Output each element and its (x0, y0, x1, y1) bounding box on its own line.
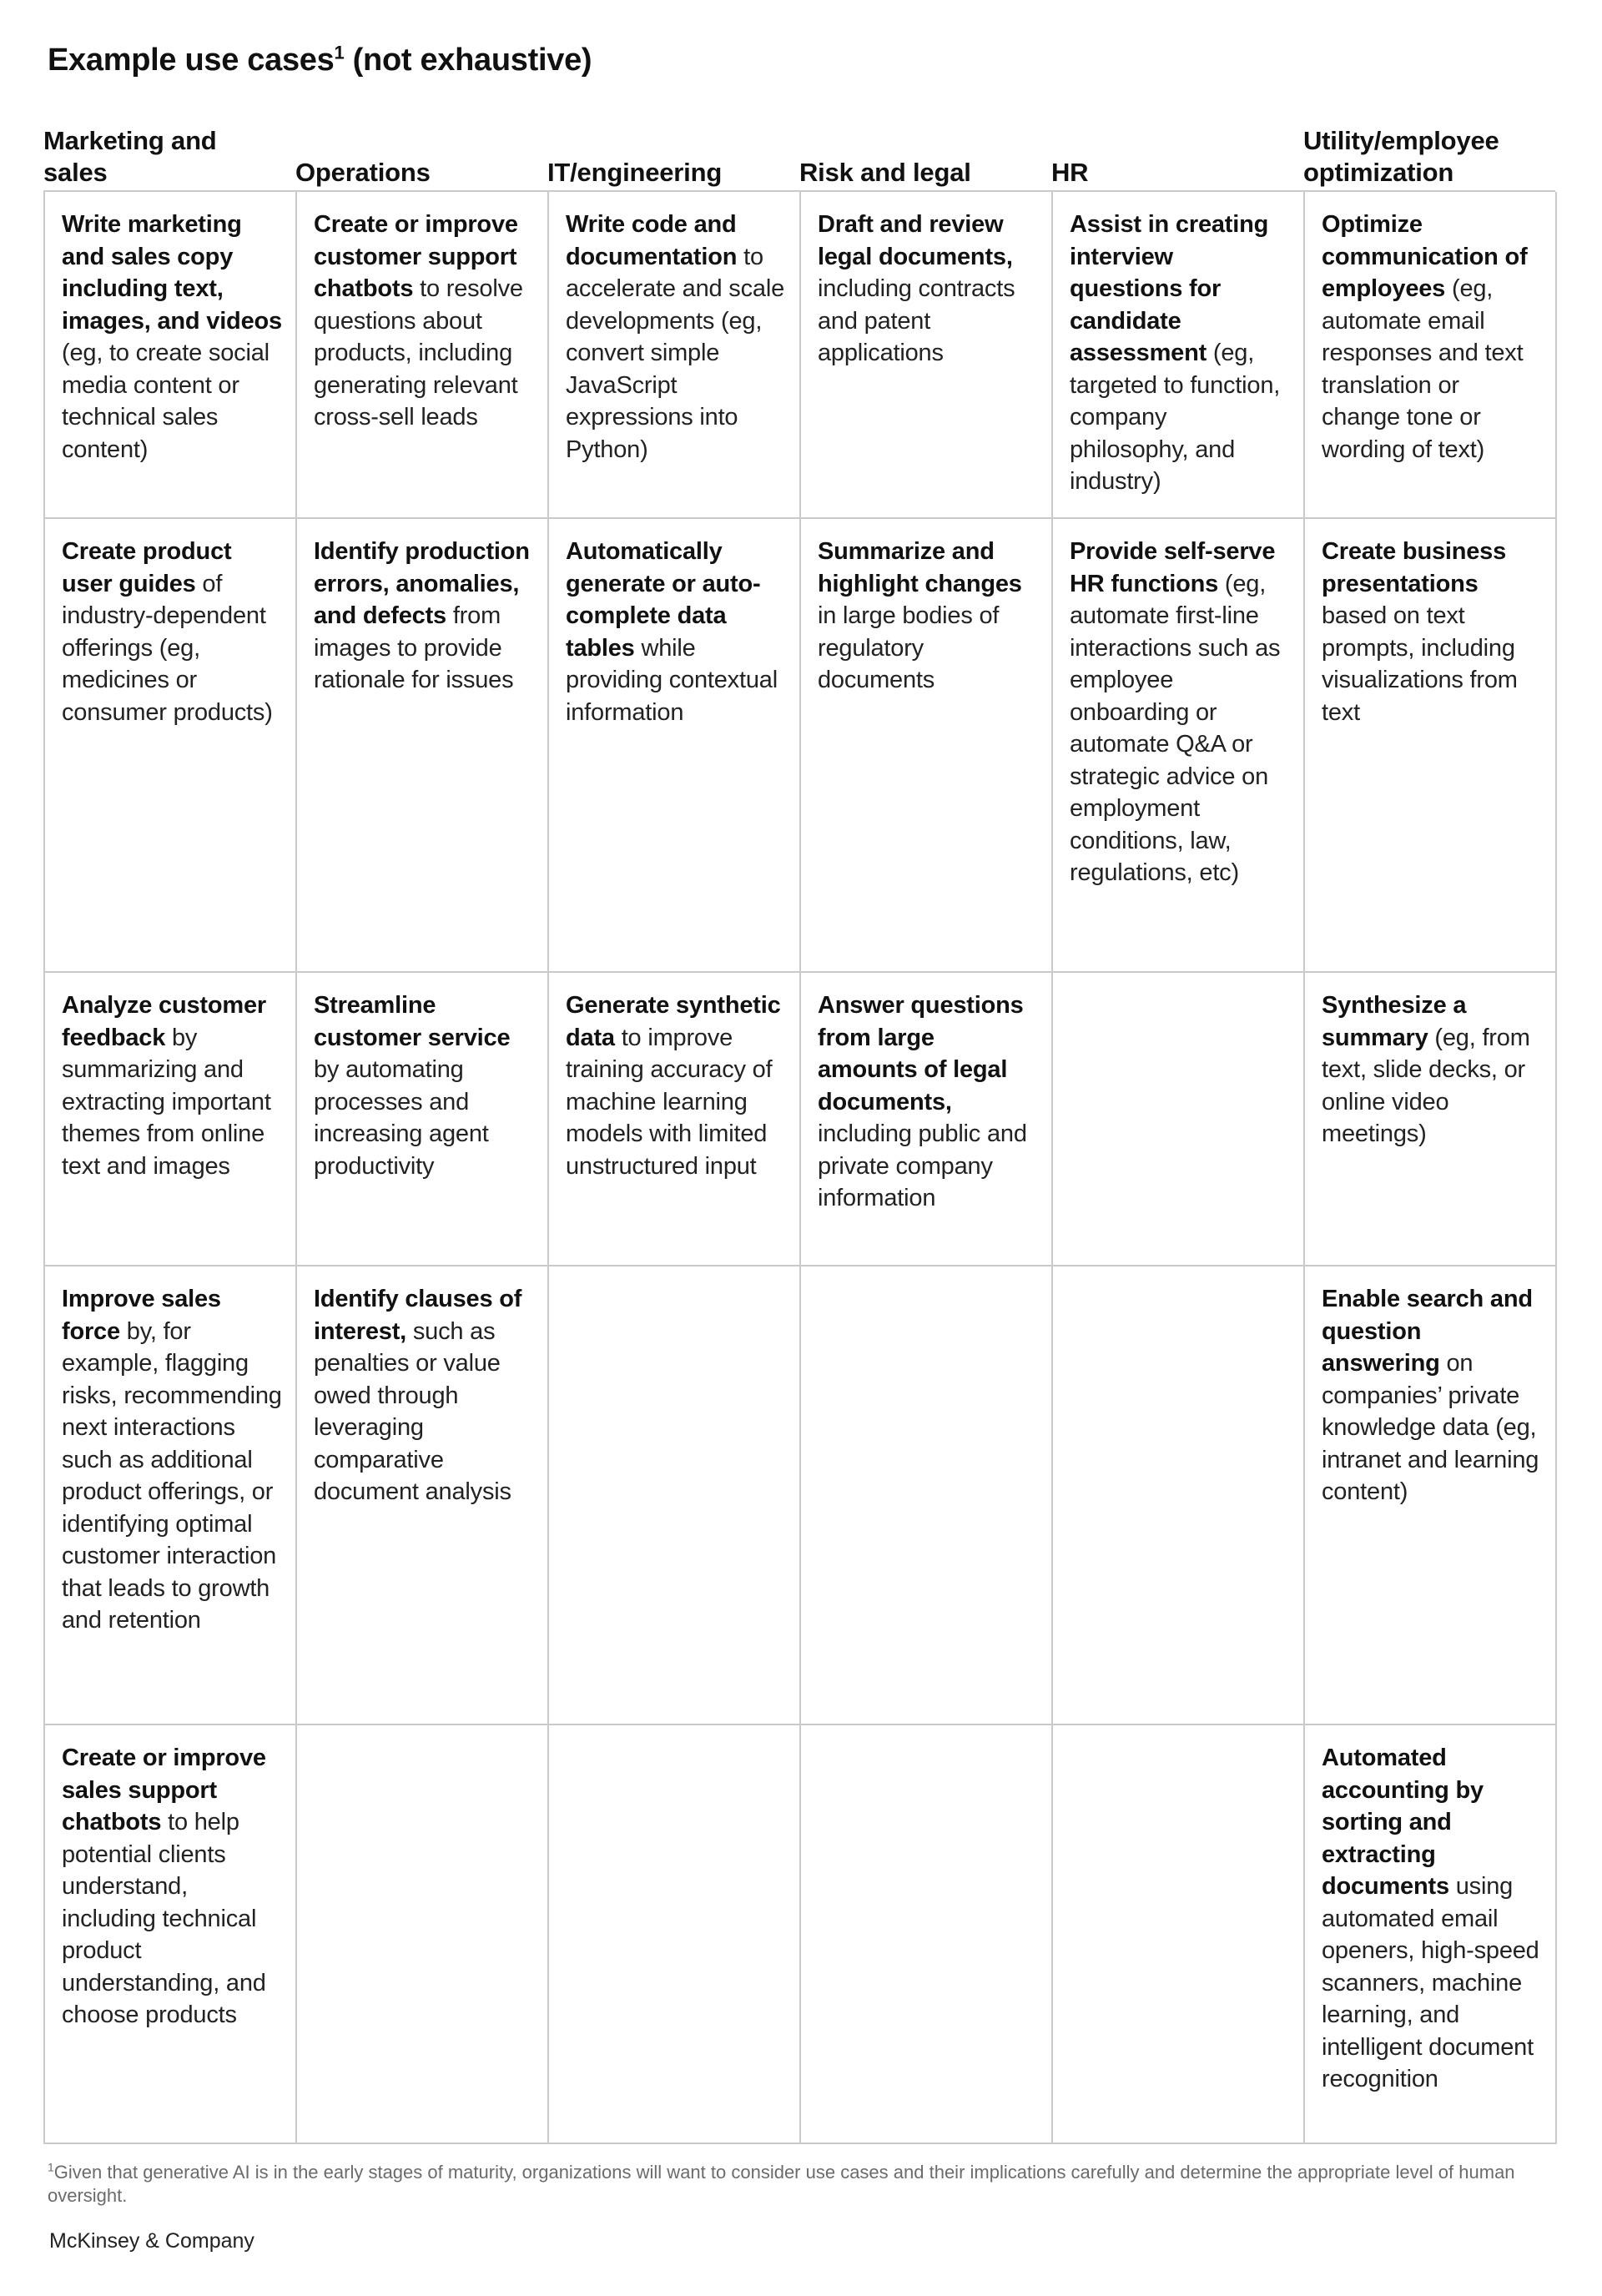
use-case-description: to accelerate and scale developments (eg, convert simple JavaScript expressions into Python) (566, 243, 784, 463)
use-case-cell (45, 1266, 297, 1725)
use-case-description: while providing contextual information (566, 634, 778, 726)
use-case-title: Automated accounting by sorting and extracting documents (1322, 1745, 1484, 1900)
use-case-title: Draft and review legal documents, (818, 211, 1013, 270)
column-header-operations: Operations (295, 158, 431, 187)
use-case-title: Summarize and highlight changes (818, 538, 1022, 597)
use-case-description: including contracts and patent applications (818, 275, 1015, 366)
use-case-title: Create product user guides (62, 538, 232, 597)
use-case-table (43, 190, 1555, 2144)
use-case-cell (1305, 192, 1557, 519)
column-header-it-engineering: IT/engineering (547, 158, 723, 187)
use-case-cell (1305, 973, 1557, 1266)
use-case-cell (549, 1266, 801, 1725)
use-case-cell (549, 192, 801, 519)
use-case-description: to resolve questions about products, including generating relevant cross-sell leads (314, 275, 523, 430)
use-case-description: (eg, from text, slide decks, or online video meetings) (1322, 1024, 1530, 1147)
use-case-description: (eg, automate email responses and text translation or change tone or wording of text) (1322, 275, 1524, 463)
use-case-cell (45, 519, 297, 973)
use-case-title: Write code and documentation (566, 211, 738, 270)
use-case-cell (45, 973, 297, 1266)
use-case-description: from images to provide rationale for issues (314, 602, 514, 693)
use-case-title: Answer questions from large amounts of legal documents, (818, 992, 1024, 1115)
use-case-title: Streamline customer service (314, 992, 511, 1051)
title-footnote-marker: 1 (334, 42, 345, 63)
use-case-title: Optimize communication of employees (1322, 211, 1528, 302)
column-headers (43, 112, 1555, 189)
use-case-cell (1053, 1266, 1305, 1725)
use-case-title: Automatically generate or auto-complete data tables (566, 538, 761, 662)
use-case-description: on companies’ private knowledge data (eg, intranet and learning content) (1322, 1350, 1539, 1505)
use-case-title: Provide self-serve HR functions (1070, 538, 1276, 597)
use-case-description: using automated email openers, high-speed scanners, machine learning, and intelligent document recognition (1322, 1873, 1539, 2092)
brand-name: McKinsey & Company (49, 2229, 254, 2253)
footnote (48, 2161, 1516, 2208)
use-case-title: Create or improve sales support chatbots (62, 1745, 266, 1835)
use-case-description: of industry-dependent offerings (eg, medicines or consumer products) (62, 570, 273, 726)
column-header-utility: Utility/employee optimization (1303, 126, 1499, 187)
use-case-cell (1305, 519, 1557, 973)
use-case-title: Assist in creating interview questions for candidate assessment (1070, 211, 1269, 366)
use-case-cell (801, 192, 1053, 519)
use-case-cell (45, 1725, 297, 2144)
use-case-description: (eg, to create social media content or technical sales content) (62, 340, 270, 463)
use-case-cell (297, 192, 549, 519)
footnote-text: Given that generative AI is in the early stages of maturity, organizations will want to consider use cases and their implications carefully and determine the appropriate level of human oversight. (48, 2162, 1515, 2206)
use-case-title: Create or improve customer support chatbots (314, 211, 518, 302)
use-case-cell (297, 973, 549, 1266)
use-case-cell (549, 519, 801, 973)
use-case-title: Synthesize a summary (1322, 992, 1467, 1051)
use-case-title: Write marketing and sales copy including text, images, and videos (62, 211, 282, 335)
column-header-marketing: Marketing and sales (43, 126, 217, 187)
use-case-title: Analyze customer feedback (62, 992, 266, 1051)
use-case-cell (549, 1725, 801, 2144)
use-case-cell (1053, 519, 1305, 973)
use-case-cell (801, 519, 1053, 973)
column-header-hr: HR (1051, 158, 1089, 187)
use-case-title: Identify production errors, anomalies, and defects (314, 538, 530, 629)
use-case-title: Create business presentations (1322, 538, 1507, 597)
use-case-description: by summarizing and extracting important themes from online text and images (62, 1024, 271, 1180)
use-case-description: such as penalties or value owed through leveraging comparative document analysis (314, 1317, 511, 1505)
use-case-cell (297, 1725, 549, 2144)
use-case-title: Generate synthetic data (566, 992, 781, 1051)
footnote-marker: 1 (48, 2160, 54, 2174)
use-case-cell (1053, 1725, 1305, 2144)
use-case-description: by, for example, flagging risks, recommending next interactions such as additional product offerings, or identifying optimal customer interaction that leads to growth and retention (62, 1317, 282, 1634)
use-case-cell (801, 1725, 1053, 2144)
use-case-title: Improve sales force (62, 1286, 221, 1345)
use-case-title: Identify clauses of interest, (314, 1286, 522, 1345)
use-case-cell (297, 1266, 549, 1725)
use-case-description: including public and private company information (818, 1120, 1027, 1211)
use-case-cell (297, 519, 549, 973)
use-case-cell (45, 192, 297, 519)
use-case-description: (eg, targeted to function, company philosophy, and industry) (1070, 340, 1281, 495)
use-case-cell (1053, 973, 1305, 1266)
use-case-cell (801, 973, 1053, 1266)
title-text: Example use cases (48, 43, 335, 78)
use-case-description: in large bodies of regulatory documents (818, 602, 1000, 693)
use-case-cell (549, 973, 801, 1266)
use-case-description: to help potential clients understand, including technical product understanding, and choose products (62, 1809, 266, 2028)
use-case-description: by automating processes and increasing agent productivity (314, 1056, 489, 1180)
use-case-cell (1305, 1266, 1557, 1725)
use-case-cell (1305, 1725, 1557, 2144)
use-case-title: Enable search and question answering (1322, 1286, 1533, 1377)
page-title (48, 37, 592, 83)
column-header-risk-legal: Risk and legal (799, 158, 971, 187)
use-case-description: based on text prompts, including visualizations from text (1322, 602, 1518, 726)
use-case-description: (eg, automate first-line interactions such as employee onboarding or automate Q&A or strategic advice on employment conditions, law, regulations, etc) (1070, 570, 1281, 886)
use-case-cell (801, 1266, 1053, 1725)
title-suffix: (not exhaustive) (352, 43, 592, 78)
use-case-description: to improve training accuracy of machine learning models with limited unstructured input (566, 1024, 773, 1180)
use-case-cell (1053, 192, 1305, 519)
